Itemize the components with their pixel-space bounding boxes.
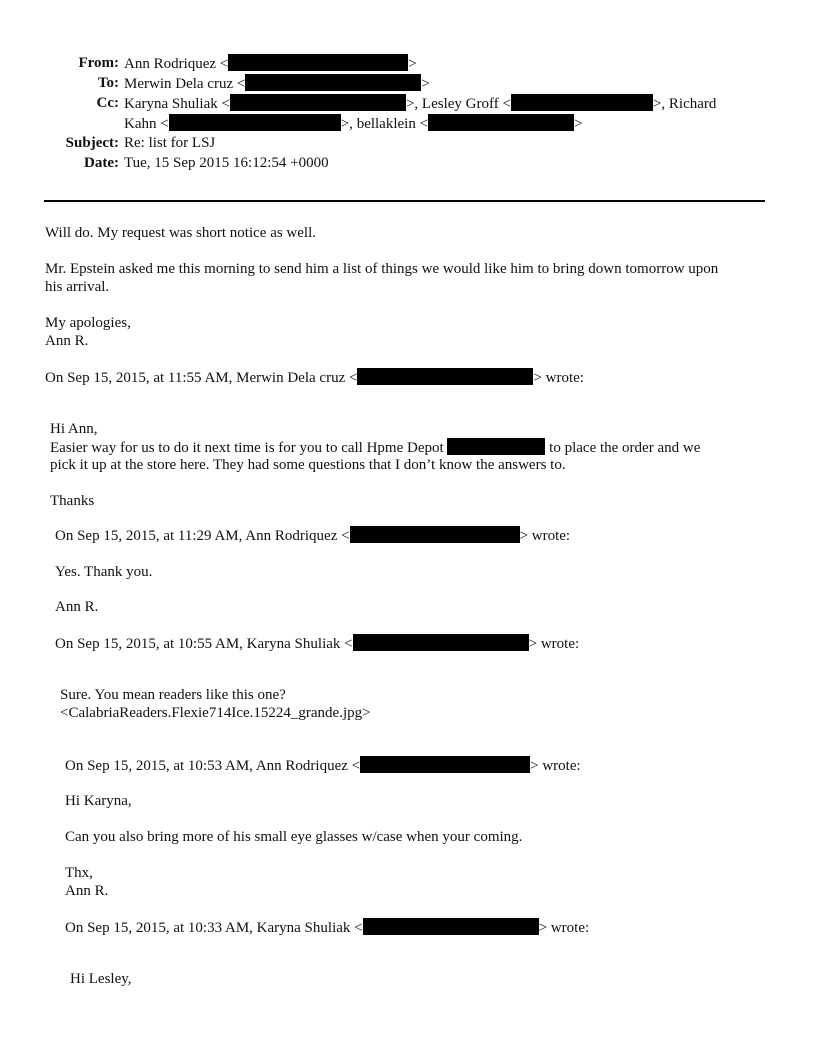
attachment-name: <CalabriaReaders.Flexie714Ice.15224_grande.jpg> [60,705,371,721]
redaction-block [360,756,530,773]
from-row: From: Ann Rodriquez < > [78,55,417,72]
quote-header: On Sep 15, 2015, at 10:53 AM, Ann Rodriquez < > wrote: [65,758,581,774]
body-line: Will do. My request was short notice as well. [45,225,317,241]
quote-header: On Sep 15, 2015, at 10:55 AM, Karyna Shuliak < > wrote: [55,636,580,652]
body-line: Thx, [65,865,93,881]
cc-name: bellaklein [356,116,416,132]
redaction-block [447,438,545,455]
cc-name: Richard [668,96,717,112]
signature: Ann R. [55,599,99,615]
redaction-block [357,368,533,385]
email-header [0,53,816,173]
redaction-block [228,54,408,71]
subject-row [0,133,816,153]
body-line: My apologies, [45,315,131,331]
quote-header: On Sep 15, 2015, at 10:33 AM, Karyna Shuliak < > wrote: [65,920,590,936]
redaction-block [428,114,574,131]
to-name: Merwin Dela cruz [124,76,234,92]
cc-name: Kahn [124,116,157,132]
cc-label: Cc: [96,95,119,111]
redaction-block [511,94,653,111]
date-row [0,153,816,173]
redaction-block [353,634,529,651]
redaction-block [363,918,539,935]
cc-name: Lesley Groff [421,96,499,112]
body-line: pick it up at the store here. They had some questions that I don’t know the answers to. [50,457,566,473]
body-line: Sure. You mean readers like this one? [60,687,286,703]
cc-row: Cc: Karyna Shuliak < >, Lesley Groff < >, Richard [96,95,717,112]
body-line: Hi Karyna, [65,793,132,809]
redaction-block [350,526,520,543]
quote-header: On Sep 15, 2015, at 11:55 AM, Merwin Dela cruz < > wrote: [45,370,584,386]
body-line: Yes. Thank you. [55,564,153,580]
body-line: Hi Ann, [50,421,98,437]
to-label: To: [97,75,119,91]
body-line: his arrival. [45,279,110,295]
from-name: Ann Rodriquez [124,56,217,72]
redaction-block [230,94,406,111]
header-divider [44,200,765,202]
body-line: Easier way for us to do it next time is for you to call Hpme Depot to place the order and we [50,440,701,456]
redaction-block [245,74,421,91]
quote-header: On Sep 15, 2015, at 11:29 AM, Ann Rodriquez < > wrote: [55,528,571,544]
body-line: Can you also bring more of his small eye glasses w/case when your coming. [65,829,523,845]
subject-value: Re: list for LSJ [124,135,216,151]
date-label: Date: [84,155,119,171]
subject-label: Subject: [65,135,119,151]
cc-row-continued: Kahn < >, bellaklein < > [124,116,583,132]
date-value: Tue, 15 Sep 2015 16:12:54 +0000 [124,155,329,171]
to-row: To: Merwin Dela cruz < > [97,75,430,92]
cc-name: Karyna Shuliak [124,96,218,112]
signature: Ann R. [65,883,109,899]
signature: Ann R. [45,333,89,349]
redaction-block [169,114,341,131]
body-line: Mr. Epstein asked me this morning to send him a list of things we would like him to bring down tomorrow upon [45,261,719,277]
body-line: Hi Lesley, [70,971,132,987]
from-label: From: [78,55,119,71]
body-line: Thanks [50,493,95,509]
